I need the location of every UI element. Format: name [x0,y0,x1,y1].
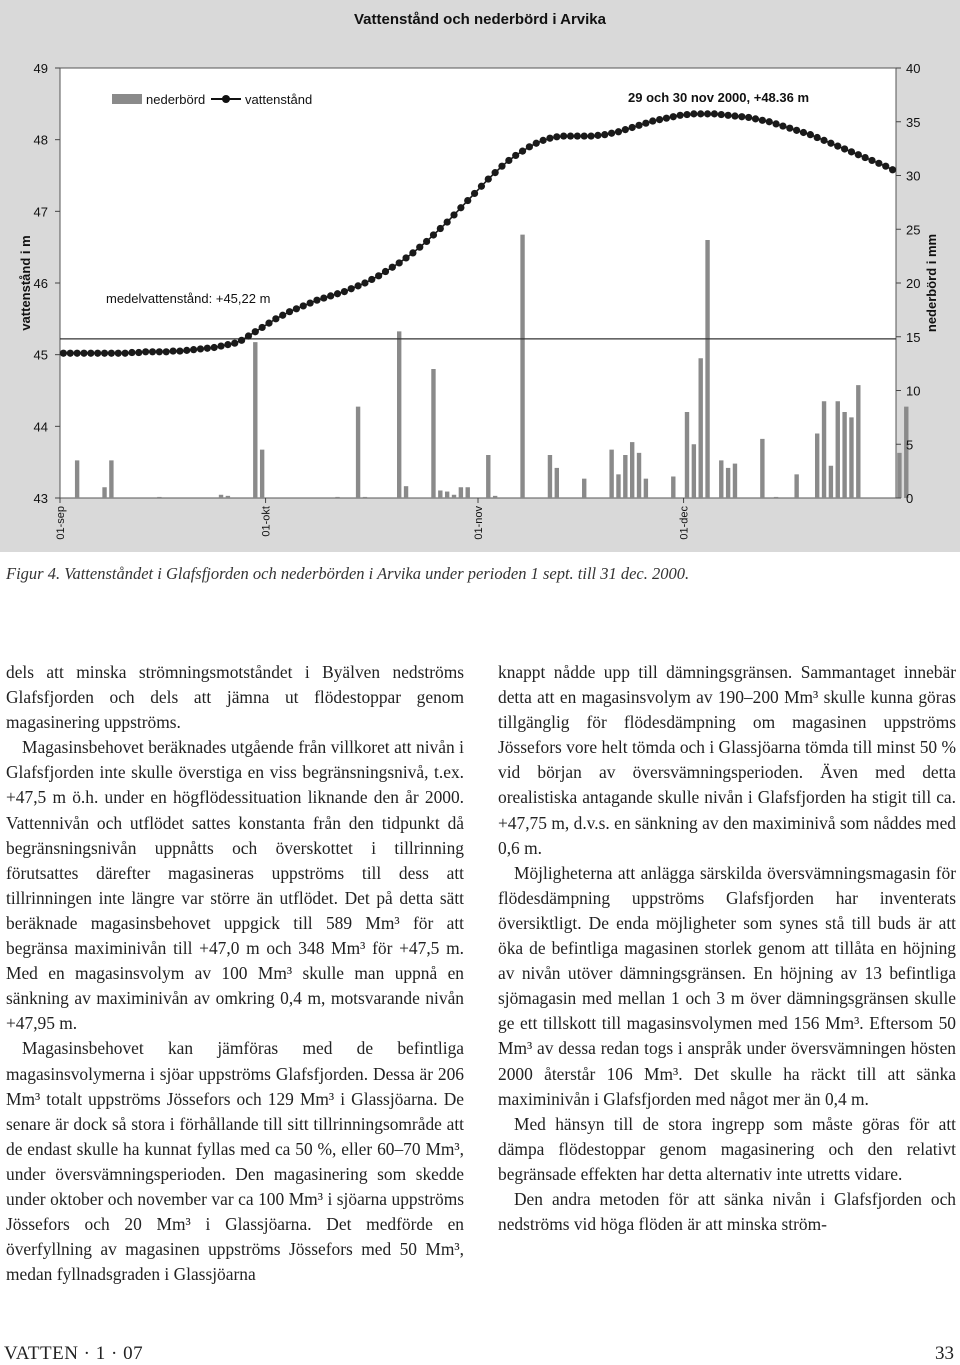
water-level-point [862,154,869,161]
precip-bar [102,487,106,498]
water-level-point [67,350,74,357]
precip-bar [815,434,819,499]
precip-bar [794,474,798,498]
water-level-point [464,197,471,204]
precip-bar [445,492,449,498]
precip-bar [822,401,826,498]
water-level-point [581,132,588,139]
water-level-point [814,134,821,141]
precip-bar [219,495,223,498]
precip-bar [904,407,908,498]
precip-bar [466,487,470,498]
water-level-point [540,137,547,144]
journal-footer: VATTEN · 1 · 07 [4,1343,144,1364]
y-left-tick-label: 47 [33,204,48,220]
water-level-point [786,125,793,132]
precip-bar [397,331,401,498]
water-level-point [197,345,204,352]
legend-label-precip: nederbörd [146,92,206,107]
precip-bar [459,487,463,498]
precip-bar [520,235,524,498]
precip-bar [616,474,620,498]
water-level-point [135,349,142,356]
precip-bar [849,417,853,498]
left-paragraph-2: Magasinsbehovet beräknades utgående från villkoret att nivån i Glafsfjorden inte skulle överstiga en viss begränsningsnivå, t.ex. +47,5 m ö.h. under en högflödessituation liknande den år 2000. Vattennivån och utflödet sattes konstanta från den tidpunkt då begränsningsnivån uppnåtts och överskottet i tillrinning förutsattes därefter magasineras uppströms till dess att tillrinningen inte längre var större än utflödet. Det på detta sätt beräknade magasinsbehovet uppgick till 589 Mm³ för att begränsa maximinivån till +47,0 m och 348 Mm³ för +47,5 m. Med en magasinsvolym av 100 Mm³ skulle man uppnå en sänkning av maximinivån av omkring 0,4 m, motsvarande nivån +47,95 m. [6,737,464,1034]
water-level-point [533,140,540,147]
water-level-point [594,132,601,139]
water-level-point [348,285,355,292]
y-right-tick-label: 25 [906,222,921,238]
water-level-point [204,345,211,352]
water-level-point [704,110,711,117]
water-level-point [444,218,451,225]
water-level-point [649,117,656,124]
water-level-point [677,112,684,119]
water-level-point [622,126,629,133]
precip-bar [705,240,709,498]
right-column [498,660,956,1237]
water-level-point [238,337,245,344]
water-level-point [738,113,745,120]
water-level-point [300,302,307,309]
peak-annotation: 29 och 30 nov 2000, +48.36 m [628,90,810,105]
precip-bar [671,477,675,499]
water-level-point [519,148,526,155]
water-level-point [690,110,697,117]
y-left-tick-label: 46 [33,276,48,291]
precip-bar [897,453,901,498]
x-tick-label: 01-nov [473,506,485,540]
y-right-tick-label: 0 [906,491,914,506]
precip-bar [548,455,552,498]
water-level-point [313,297,320,304]
water-level-point [492,169,499,176]
precip-bar [356,407,360,498]
precip-bar [157,497,161,498]
precip-bar [253,342,257,498]
water-level-point [889,166,896,173]
water-level-point [293,305,300,312]
precip-bar [637,453,641,498]
page-number: 33 [935,1343,954,1364]
water-level-point [190,346,197,353]
water-level-point [498,163,505,170]
precip-bar [226,496,230,498]
precip-bar [630,442,634,498]
precip-bar [692,444,696,498]
precip-bar [335,497,339,498]
water-level-point [94,350,101,357]
water-level-point [122,350,129,357]
x-tick-label: 01-okt [260,506,273,537]
left-paragraph-1: dels att minska strömningsmotståndet i Byälven nedströms Glafsfjorden och dels att jämna ut flödestoppar genom magasinering uppströms. [6,662,464,733]
y-right-tick-label: 10 [906,383,921,399]
water-level-point [389,264,396,271]
precip-bar [363,497,367,498]
precip-bar [644,479,648,498]
water-level-point [663,115,670,122]
water-level-point [752,115,759,122]
figure-caption: Figur 4. Vattenståndet i Glafsfjorden och nederbörden i Arvika under perioden 1 sept. till 31 dec. 2000. [6,564,690,583]
left-column [6,660,464,1287]
water-level-point [711,110,718,117]
water-level-point [163,348,170,355]
water-level-point [745,114,752,121]
water-level-point [560,132,567,139]
water-level-point [341,288,348,295]
water-level-point [279,312,286,319]
water-level-point [265,320,272,327]
plot-area [60,68,896,498]
y-axis-right-label: nederbörd i mm [924,233,939,333]
water-level-point [74,350,81,357]
water-level-point [217,342,224,349]
legend-swatch-marker [222,95,230,103]
water-level-point [875,160,882,167]
precip-bar [109,460,113,498]
y-left-tick-label: 43 [33,491,48,506]
water-level-point [759,117,766,124]
water-level-point [224,341,231,348]
water-level-point [307,299,314,306]
water-level-point [868,157,875,164]
water-level-point [361,279,368,286]
precip-bar [438,490,442,498]
legend-label-level: vattenstånd [245,92,313,107]
precip-bar [699,358,703,498]
precip-bar [685,412,689,498]
reference-line-label: medelvattenstånd: +45,22 m [106,291,271,306]
water-level-point [601,131,608,138]
precip-bar [609,450,613,498]
water-level-point [183,347,190,354]
water-level-point [245,332,252,339]
water-level-point [642,120,649,127]
water-level-point [485,175,492,182]
water-level-point [471,190,478,197]
water-level-point [478,183,485,190]
y-right-tick-label: 5 [906,437,914,453]
precip-bar [719,460,723,498]
y-left-tick-label: 44 [33,419,48,435]
precip-bar [404,486,408,498]
y-left-tick-label: 48 [33,132,48,148]
water-level-point [327,292,334,299]
water-level-point [772,120,779,127]
water-level-point [725,112,732,119]
precip-bar [842,412,846,498]
precip-bar [555,468,559,498]
water-level-point [670,113,677,120]
water-level-point [101,350,108,357]
chart [0,0,960,552]
water-level-point [259,324,266,331]
right-paragraph-4: Den andra metoden för att sänka nivån i Glafsfjorden och nedströms vid höga flöden är att minska ström- [498,1188,956,1235]
water-level-point [718,111,725,118]
water-level-point [142,348,149,355]
precip-bar [493,496,497,498]
water-level-point [176,347,183,354]
precip-bar [431,369,435,498]
legend-swatch-bar [112,94,142,104]
water-level-point [423,238,430,245]
water-level-point [820,137,827,144]
water-level-point [169,347,176,354]
water-level-point [574,132,581,139]
chart-title: Vattenstånd och nederbörd i Arvika [353,11,607,28]
water-level-point [402,254,409,261]
precip-bar [486,455,490,498]
y-left-tick-label: 45 [33,347,48,363]
right-paragraph-1: knappt nådde upp till dämningsgränsen. Sammantaget innebär detta att en magasinsvolym av 190–200 Mm³ skulle kunna göras tillgänglig för flödesdämpning om magasinen uppströms Jössefors vore helt tömda och i Glassjöarna tömda till minst 50 % vid början av översvämningsperioden. Även med detta orealistiska antagande skulle nivån i Glafsfjorden ha stigit till ca. +47,75 m, d.v.s. en sänkning av den maximinivå som nåddes med 0,6 m. [498,662,956,858]
water-level-point [656,116,663,123]
water-level-point [779,122,786,129]
water-level-point [505,157,512,164]
water-level-point [834,143,841,150]
water-level-point [60,350,67,357]
right-paragraph-2: Möjligheterna att anlägga särskilda översvämningsmagasin för flödesdämpning uppströms Glafsfjorden har inventerats översiktligt. De enda möjligheter som synes stå till buds är att öka de befintliga magasinen storlek genom att tillåta en höjning av nivån utöver dämningsgränsen. En höjning av 13 befintliga sjömagasin med mellan 1 och 3 m över dämningsgränsen skulle ge ett tillskott till magasinsvolymen med 156 Mm³. Eftersom 50 Mm³ av dessa redan togs i anspråk under översvämningen hösten 2000 återstår 106 Mm³. Det skulle ha räckt till att sänka maximinivån i Glafsfjorden med något mer än 0,4 m. [498,862,956,1109]
water-level-point [272,315,279,322]
water-level-point [334,290,341,297]
precip-bar [760,439,764,498]
precip-bar [733,464,737,498]
y-left-tick-label: 49 [33,61,48,76]
water-level-point [807,131,814,138]
y-right-tick-label: 30 [906,168,921,184]
x-tick-label: 01-dec [678,506,691,540]
water-level-point [128,349,135,356]
water-level-point [87,350,94,357]
water-level-point [231,340,238,347]
water-level-point [286,308,293,315]
water-level-point [437,225,444,232]
precip-bar [726,468,730,498]
water-level-point [841,145,848,152]
precip-bar [260,450,264,498]
water-level-point [855,151,862,158]
water-level-point [211,344,218,351]
y-right-tick-label: 15 [906,329,921,345]
water-level-point [450,211,457,218]
y-right-tick-label: 35 [906,114,921,130]
water-level-point [416,244,423,251]
water-level-point [409,249,416,256]
water-level-point [252,328,259,335]
y-axis-left-label: vattenstånd i m [18,235,33,331]
water-level-point [430,231,437,238]
left-paragraph-3: Magasinsbehovet kan jämföras med de befintliga magasinsvolymerna i sjöar uppströms Glafsfjorden. Dessa är 206 Mm³ totalt uppströms Jössefors och 129 Mm³ i Glassjöarna. De senare är dock så stora i förhållande till sitt tillrinningsområde att de endast skulle ha kunnat fyllas med ca 50 %, eller 60–70 Mm³, under översvämningsperioden. Den magasinering som skedde under oktober och november var ca 100 Mm³ i sjöarna uppströms Jössefors och 20 Mm³ i Glassjöarna. Det medförde en överfyllning av magasinen uppströms Jössefors med 50 Mm³, medan fyllnadsgraden i Glassjöarna [6,1038,464,1285]
water-level-point [848,148,855,155]
water-level-point [512,152,519,159]
water-level-point [731,112,738,119]
precip-bar [452,495,456,498]
water-level-point [697,110,704,117]
water-level-point [629,124,636,131]
precip-bar [582,479,586,498]
water-level-point [526,143,533,150]
water-level-point [608,130,615,137]
water-level-point [567,132,574,139]
water-level-point [793,127,800,134]
y-right-tick-label: 20 [906,276,921,291]
water-level-point [683,111,690,118]
water-level-point [635,122,642,129]
water-level-point [80,350,87,357]
precip-bar [623,455,627,498]
y-right-tick-label: 40 [906,61,921,76]
x-tick-label: 01-sep [55,506,67,540]
water-level-point [546,135,553,142]
water-level-point [115,350,122,357]
water-level-point [382,268,389,275]
water-level-point [800,129,807,136]
water-level-point [354,282,361,289]
water-level-point [457,204,464,211]
precip-bar [829,466,833,498]
water-level-point [375,272,382,279]
precip-bar [774,497,778,498]
precip-bar [856,385,860,498]
water-level-point [396,259,403,266]
right-paragraph-3: Med hänsyn till de stora ingrepp som måste göras för att dämpa flödestoppar genom magasinering och den relativt begränsade effekten har detta alternativ inte utretts vidare. [498,1113,956,1184]
water-level-point [882,163,889,170]
water-level-point [108,350,115,357]
precip-bar [75,460,79,498]
water-level-point [553,133,560,140]
water-level-point [320,294,327,301]
water-level-point [766,118,773,125]
precip-bar [836,401,840,498]
water-level-point [368,276,375,283]
water-level-point [156,348,163,355]
water-level-point [587,132,594,139]
water-level-point [615,128,622,135]
water-level-point [149,348,156,355]
water-level-point [827,140,834,147]
